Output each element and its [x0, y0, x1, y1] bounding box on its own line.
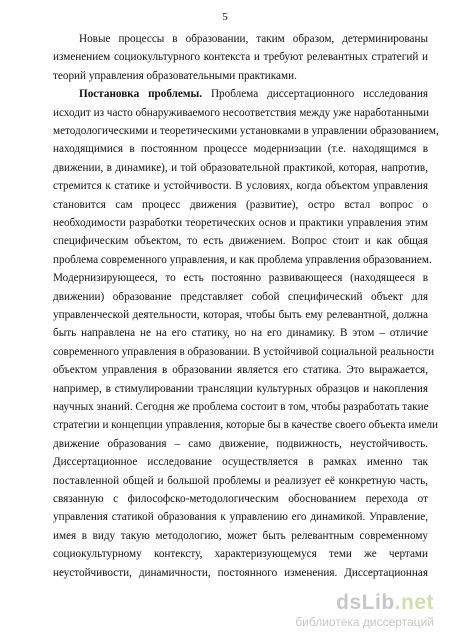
text-line — [79, 87, 428, 101]
line-text: например, в стимулировании трансляции культурных образцов и накопления — [53, 382, 428, 395]
line-text: связанную с философско-методологическим обоснованием перехода от — [53, 493, 428, 505]
line-text: находящимися в постоянном процессе модернизации (т.е. находящимся в — [53, 143, 428, 156]
watermark-logo-main: dsLib — [336, 591, 395, 614]
line-text: неустойчивости, динамичности, постоянного изменения. Диссертационная — [53, 566, 428, 579]
line-text: становится сам процесс движения (развитие), остро встал вопрос о — [53, 198, 428, 211]
line-text: стремится к статике и устойчивости. В условиях, когда объектом управления — [53, 180, 428, 193]
watermark-logo-suffix: .net — [394, 591, 434, 614]
text-line — [53, 455, 428, 469]
text-line — [53, 363, 428, 377]
line-text: управления статикой образования к управлению его динамикой. Управление, — [53, 511, 428, 524]
line-text: Новые процессы в образовании, таким образом, детерминированы — [79, 33, 428, 45]
line-text: Проблема диссертационного исследования — [202, 88, 428, 101]
text-line — [53, 326, 428, 340]
text-line — [53, 418, 439, 432]
line-text: Модернизирующееся, то есть постоянно развивающееся (находящееся в — [53, 272, 428, 285]
watermark-tagline: библиотека диссертаций — [295, 615, 434, 629]
line-text: быть направлена не на его статику, но на его динамику. В этом – отличие — [53, 327, 428, 340]
text-line — [53, 50, 428, 64]
section-heading: Постановка проблемы. — [79, 88, 203, 101]
line-text: современного управления в образовании. В устойчивой социальной реальности — [53, 345, 435, 358]
line-text: движение образования – само движение, подвижность, неустойчивость. — [53, 437, 428, 450]
text-line — [53, 271, 428, 285]
line-text: методологическими и теоретическими установками в управлении образованием, — [53, 125, 439, 137]
text-line — [53, 216, 428, 230]
line-text: проблема современного управления, и как проблема управления образованием. — [53, 253, 432, 266]
line-text: движении) образование представляет собой специфический объект для — [53, 290, 428, 303]
text-line — [53, 566, 428, 580]
line-text: Диссертационное исследование осуществляется в рамках именно так — [53, 456, 428, 469]
line-text: теорий управления образовательными практиками. — [53, 69, 297, 82]
text-line — [53, 345, 435, 359]
text-line — [53, 69, 428, 83]
text-line — [53, 142, 428, 156]
text-line — [53, 290, 428, 304]
page-number: 5 — [222, 11, 228, 23]
line-text: изменением социокультурного контекста и требуют релевантных стратегий и — [53, 51, 428, 64]
text-line — [53, 234, 428, 248]
text-line — [53, 253, 432, 267]
text-line — [79, 32, 428, 46]
line-text: исходит из часто обнаруживаемого несоответствия между уже наработанными — [53, 106, 430, 119]
text-line — [53, 474, 428, 488]
text-line — [53, 437, 428, 451]
line-text: объектом управления в образовании является его статика. Это выражается, — [53, 364, 428, 377]
text-line — [53, 179, 428, 193]
text-line — [53, 547, 428, 561]
line-text: управленческой деятельности, которая, чтобы быть ему релевантной, должна — [53, 309, 428, 321]
line-text: поставленной общей и большой проблемы и реализует её конкретную часть, — [53, 474, 428, 487]
text-line — [53, 492, 428, 506]
line-text: необходимости разработки теоретических основ и практики управления этим — [53, 217, 428, 229]
text-line — [53, 382, 428, 396]
watermark — [284, 591, 434, 631]
text-line — [53, 510, 428, 524]
line-text: движении, в динамике), и той образовательной практикой, которая, напротив, — [53, 161, 428, 174]
text-line — [53, 400, 428, 414]
line-text: специфическим объектом, то есть движением. Вопрос стоит и как общая — [53, 235, 428, 248]
text-line — [53, 529, 428, 543]
text-line — [53, 308, 428, 322]
line-text: социокультурному контексту, характеризующемуся теми же чертами — [53, 548, 428, 561]
watermark-logo — [336, 591, 434, 615]
text-line — [53, 124, 439, 138]
line-text: стратегии и концепции управления, которые бы в качестве своего объекта имели — [53, 419, 439, 432]
line-text: имея в виду такую методологию, может быть релевантным современному — [53, 529, 428, 542]
text-line — [53, 106, 428, 120]
text-line — [53, 161, 428, 175]
line-text: научных знаний. Сегодня же проблема состоит в том, чтобы разработать такие — [53, 401, 429, 413]
text-line — [53, 198, 428, 212]
